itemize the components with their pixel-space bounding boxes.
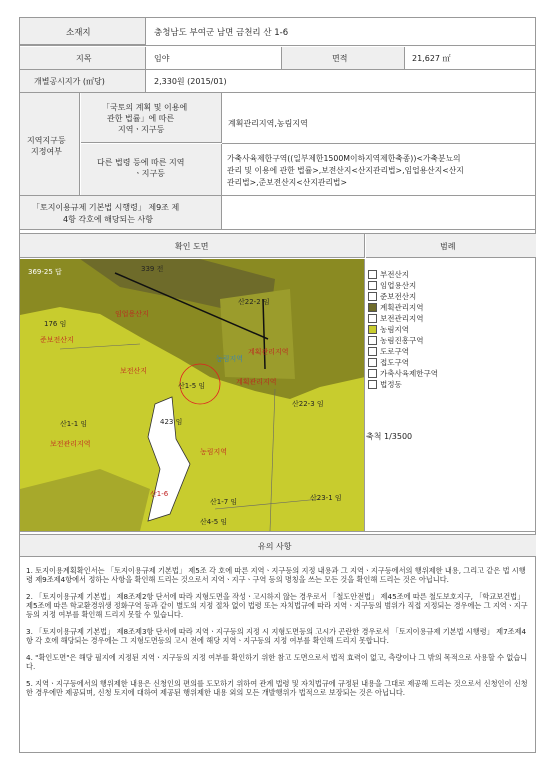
legend-label: 접도구역 [380,358,409,367]
map-label-parcel: 산1-1 임 [60,420,88,428]
map-label-zone: 임업용산지 [115,310,149,318]
map-label-parcel: 423 임 [160,418,183,426]
location-value: 충청남도 부여군 남면 금천리 산 1-6 [154,28,289,38]
notes-title: 유의 사항 [258,542,292,551]
legend-label: 농림진흥구역 [380,336,424,345]
jimok-value: 임야 [154,54,170,63]
note-2: 2. 「토지이용규제 기본법」 제8조제2항 단서에 따라 지형도면을 작성ㆍ고시하지 않는 경우로서 「철도안전법」 제45조에 따른 철도보호지구, 「학교보건법」 제5조에 따른 학교환경위생 정화구역 등과 같이 별도의 지정 절차 없이 법령 또는 자치법규에 따라 지역ㆍ지구등의 범위가 직접 지정되는 경우에는 그 지역ㆍ지구등의 지정 여부를 확인해 드리지 못할 수 있습니다. [26,592,528,619]
legend-item [368,379,533,390]
law1-label-2: 관한 법률」에 따른 [107,114,175,123]
legend-item [368,313,533,324]
map-svg [20,259,365,531]
legend-list [368,269,533,390]
legend-swatch [368,380,377,389]
legend-swatch [368,314,377,323]
legend-label: 준보전산지 [380,292,417,301]
law2-value-1: 가축사육제한구역((일부제한1500M이하지역제한축종))<가축분뇨의 [227,154,461,163]
map-label-zone: 준보전산지 [40,336,74,344]
map-label-parcel: 산23-1 임 [310,494,342,502]
zoning-group-label-1: 지역지구등 [27,136,66,145]
map-title: 확인 도면 [175,242,209,251]
map-label-parcel: 산4-5 임 [200,518,228,526]
legend-item [368,324,533,335]
legend-swatch [368,358,377,367]
legend-swatch [368,292,377,301]
note-4: 4. "확인도면"은 해당 필지에 지정된 지역ㆍ지구등의 지정 여부를 확인하기 위한 참고 도면으로서 법적 효력이 없고, 측량이나 그 밖의 목적으로 사용할 수 없습니다. [26,653,528,671]
law2-value-2: 관리 및 이용에 관한 법률>,보전산지<산지관리법>,임업용산지<산지 [227,166,464,175]
legend-label: 법정동 [380,380,402,389]
legend-swatch [368,281,377,290]
price-value: 2,330원 (2015/01) [154,77,227,86]
location-label: 소재지 [66,28,91,38]
legend-label: 가축사육제한구역 [380,369,438,378]
map-label-parcel: 산1-7 임 [210,498,238,506]
legend-swatch [368,336,377,345]
rule-label-2: 4항 각호에 해당되는 사항 [63,215,153,224]
legend-item [368,302,533,313]
map-label-parcel: 산22-3 임 [292,400,324,408]
legend-label: 농림지역 [380,325,409,334]
legend-swatch [368,369,377,378]
note-1: 1. 토지이용계획확인서는 「토지이용규제 기본법」 제5조 각 호에 따른 지역ㆍ지구등의 지정 내용과 그 지역ㆍ지구등에서의 행위제한 내용, 그리고 같은 법 시행령 제9조제4항에서 정하는 사항을 확인해 드리는 것으로서 지역ㆍ지구ㆍ구역 등의 명칭을 쓰는 모든 것을 확인해 드리는 것은 아닙니다. [26,566,526,584]
note-5: 5. 지역ㆍ지구등에서의 행위제한 내용은 신청인의 편의를 도모하기 위하여 관계 법령 및 자치법규에 규정된 내용을 그대로 제공해 드리는 것으로서 신청인이 신청한 경우에만 제공되며, 신청 토지에 대하여 제공된 행위제한 내용 외의 모든 개발행위가 법적으로 보장되는 것은 아닙니다. [26,679,528,697]
map-label-zone: 보전관리지역 [50,440,91,448]
legend-item [368,291,533,302]
map-label-parcel: 369-25 답 [28,268,62,276]
legend-item [368,269,533,280]
notes-body [26,566,530,705]
legend-label: 보전관리지역 [380,314,424,323]
map-scale: 축척 1/3500 [366,432,413,441]
law1-label-1: 「국토의 계획 및 이용에 [102,103,188,112]
legend-label: 임업용산지 [380,281,417,290]
legend-label: 도로구역 [380,347,409,356]
price-label: 개별공시지가 (㎡당) [34,77,105,86]
legend-swatch [368,347,377,356]
map-label-zone: 농림지역 [200,448,228,456]
rule-label-1: 「토지이용규제 기본법 시행령」 제9조 제 [32,203,180,212]
law1-value: 계획관리지역,농림지역 [228,119,308,128]
legend-swatch [368,270,377,279]
map-label-parcel: 산1-5 임 [178,382,206,390]
map-area [20,259,365,531]
legend-item [368,346,533,357]
jimok-label: 지목 [76,54,92,63]
legend-label: 부전산지 [380,270,409,279]
legend-label: 계획관리지역 [380,303,424,312]
law1-label-3: 지역ㆍ지구등 [118,125,165,134]
legend-swatch [368,325,377,334]
law2-value-3: 관리법>,준보전산지<산지관리법> [227,178,347,187]
legend-title: 범례 [440,242,456,251]
map-label-zone: 계획관리지역 [236,378,277,386]
area-label: 면적 [332,54,348,63]
note-3: 3. 「토지이용규제 기본법」 제8조제3항 단서에 따라 지역ㆍ지구등의 지정 시 지형도면등의 고시가 곤란한 경우로서 「토지이용규제 기본법 시행령」 제7조제4항 각 호에 해당되는 경우에는 그 지형도면등의 고시 전에 해당 지역ㆍ지구등의 지정 여부를 확인해 드리지 못합니다. [26,627,527,645]
map-label-zone: 계획관리지역 [248,348,289,356]
legend-item [368,357,533,368]
legend-swatch [368,303,377,312]
law2-label-2: ㆍ지구등 [134,169,165,178]
legend-item [368,368,533,379]
legend-item [368,280,533,291]
zoning-group-label-2: 지정여부 [31,147,62,156]
map-label-parcel: 176 임 [44,320,67,328]
map-label-zone: 농림지역 [216,355,244,363]
map-label-parcel: 산1-6 [150,490,169,498]
map-label-parcel: 339 전 [141,265,164,273]
law2-label-1: 다른 법령 등에 따른 지역 [97,158,185,167]
map-label-parcel: 산22-2 임 [238,298,270,306]
area-value: 21,627 ㎡ [412,54,451,63]
map-label-zone: 보전산지 [120,367,148,375]
legend-item [368,335,533,346]
